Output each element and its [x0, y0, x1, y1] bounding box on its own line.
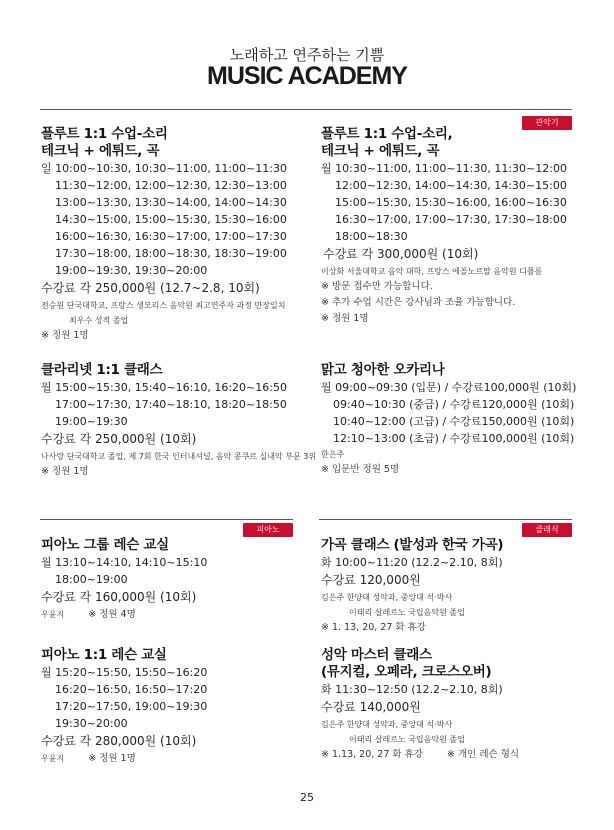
course-fee: 수강료 각 300,000원 (10회)	[323, 247, 479, 261]
section-divider-piano	[40, 519, 293, 520]
course-title: 피아노 그룹 레슨 교실	[41, 537, 169, 553]
category-tag-piano: 피아노	[243, 523, 293, 537]
course-flute-right	[321, 126, 581, 327]
category-tag-classical: 클래식	[522, 523, 572, 537]
schedule-line: 13:00~13:30, 13:30~14:00, 14:00~14:30	[55, 196, 287, 209]
schedule-line: 16:00~16:30, 16:30~17:00, 17:00~17:30	[55, 230, 287, 243]
schedule-line: 19:30~20:00	[55, 717, 128, 730]
course-title: 테크닉 + 에튀드, 곡	[321, 143, 440, 159]
schedule-line: 15:00~15:30, 15:30~16:00, 16:00~16:30	[335, 196, 567, 209]
schedule-line: 화 11:30~12:50 (12.2~2.10, 8회)	[321, 683, 503, 696]
schedule-line: 14:30~15:00, 15:00~15:30, 15:30~16:00	[55, 213, 287, 226]
course-note: ※ 방문 접수만 가능합니다.	[321, 281, 433, 292]
teacher-info: 한은주	[321, 450, 345, 459]
teacher-name: 우윤지	[41, 610, 65, 619]
schedule-line: 18:00~19:00	[55, 573, 128, 586]
schedule-line: 18:00~18:30	[335, 230, 408, 243]
schedule-line: 12:00~12:30, 14:00~14:30, 14:30~15:00	[335, 179, 567, 192]
course-flute-left	[41, 126, 311, 344]
teacher-info: 전승원 단국대학교, 프랑스 생모리스 음악원 최고연주자 과정 만장일치	[41, 301, 286, 310]
teacher-info: 나사랑 단국대학교 졸업, 제 7회 한국 인터내셔널, 음악 콩쿠르 실내악 부문 3위	[41, 452, 317, 461]
schedule-line: 12:10~13:00 (초급) / 수강료100,000원 (10회)	[333, 432, 575, 445]
schedule-line: 17:20~17:50, 19:00~19:30	[55, 700, 208, 713]
course-title: 피아노 1:1 레슨 교실	[41, 647, 167, 663]
section-divider-top	[40, 109, 572, 110]
schedule-line: 일 10:00~10:30, 10:30~11:00, 11:00~11:30	[41, 162, 287, 175]
page-subtitle: 노래하고 연주하는 기쁨	[229, 46, 385, 64]
schedule-line: 16:30~17:00, 17:00~17:30, 17:30~18:00	[335, 213, 567, 226]
course-title: 성악 마스터 클래스	[321, 647, 432, 663]
schedule-line: 09:40~10:30 (중급) / 수강료120,000원 (10회)	[333, 398, 575, 411]
course-title: (뮤지컬, 오페라, 크로스오버)	[321, 664, 492, 680]
schedule-line: 월 15:00~15:30, 15:40~16:10, 16:20~16:50	[41, 381, 287, 394]
course-note: ※ 정원 1명	[88, 753, 136, 764]
teacher-info-cont: 최우수 성적 졸업	[69, 316, 129, 325]
schedule-line: 19:00~19:30, 19:30~20:00	[55, 264, 208, 277]
schedule-line: 화 10:00~11:20 (12.2~2.10, 8회)	[321, 556, 503, 569]
course-fee: 수강료 각 280,000원 (10회)	[41, 734, 197, 748]
teacher-info: 이상화 서울대학교 음악 대학, 프랑스 에꼴노르말 음악원 디플롬	[321, 267, 543, 276]
page-title: MUSIC ACADEMY	[207, 62, 407, 90]
course-fee: 수강료 각 250,000원 (12.7~2.8, 10회)	[41, 281, 260, 295]
course-note: ※ 정원 1명	[321, 313, 369, 324]
teacher-info: 김은주 한양대 성악과, 중앙대 석·박사	[321, 720, 453, 729]
course-title: 클라리넷 1:1 클래스	[41, 362, 163, 378]
course-song	[321, 537, 581, 636]
course-piano-group	[41, 537, 301, 623]
course-clarinet	[41, 362, 317, 480]
schedule-line: 월 10:30~11:00, 11:00~11:30, 11:30~12:00	[321, 162, 567, 175]
course-note: ※ 정원 4명	[88, 609, 136, 620]
course-fee: 수강료 각 250,000원 (10회)	[41, 432, 197, 446]
schedule-line: 10:40~12:00 (고급) / 수강료150,000원 (10회)	[333, 415, 575, 428]
schedule-line: 19:00~19:30	[55, 415, 128, 428]
course-title: 플루트 1:1 수업-소리	[41, 126, 168, 142]
course-fee: 수강료 120,000원	[321, 573, 421, 587]
teacher-info-cont: 이태리 살레르노 국립음악원 졸업	[349, 735, 465, 744]
teacher-name: 우윤지	[41, 754, 65, 763]
schedule-line: 17:00~17:30, 17:40~18:10, 18:20~18:50	[55, 398, 287, 411]
teacher-info-cont: 이태리 살레르노 국립음악원 졸업	[349, 608, 465, 617]
course-title: 플루트 1:1 수업-소리,	[321, 126, 453, 142]
schedule-line: 17:30~18:00, 18:00~18:30, 18:30~19:00	[55, 247, 287, 260]
teacher-info: 김은주 한양대 성악과, 중앙대 석·박사	[321, 593, 453, 602]
course-note: ※ 정원 1명	[41, 330, 89, 341]
course-title: 맑고 청아한 오카리나	[321, 362, 445, 378]
course-piano-private	[41, 647, 301, 767]
course-note: ※ 입문반 정원 5명	[321, 464, 400, 475]
note-row	[321, 747, 581, 763]
course-note: ※ 추가 수업 시간은 강사님과 조율 가능합니다.	[321, 297, 516, 308]
schedule-line: 월 13:10~14:10, 14:10~15:10	[41, 556, 208, 569]
page-number: 25	[300, 791, 314, 804]
course-ocarina	[321, 362, 581, 478]
category-tag-winds: 관악기	[522, 116, 572, 130]
section-divider-classical	[319, 519, 572, 520]
course-note: ※ 1. 13, 20, 27 화 휴강	[321, 622, 426, 633]
schedule-line: 월 09:00~09:30 (입문) / 수강료100,000원 (10회)	[321, 381, 577, 394]
schedule-line: 11:30~12:00, 12:00~12:30, 12:30~13:00	[55, 179, 287, 192]
course-fee: 수강료 140,000원	[321, 700, 421, 714]
course-note: ※ 개인 레슨 형식	[446, 749, 520, 760]
teacher-row	[41, 751, 301, 767]
course-note: ※ 1.13, 20, 27 화 휴강	[321, 749, 423, 760]
teacher-row	[41, 607, 301, 623]
schedule-line: 월 15:20~15:50, 15:50~16:20	[41, 666, 208, 679]
course-title: 가곡 클래스 (발성과 한국 가곡)	[321, 537, 504, 553]
course-title: 테크닉 + 에튀드, 곡	[41, 143, 160, 159]
course-fee: 수강료 각 160,000원 (10회)	[41, 590, 197, 604]
course-vocal-master	[321, 647, 581, 763]
schedule-line: 16:20~16:50, 16:50~17:20	[55, 683, 208, 696]
course-note: ※ 정원 1명	[41, 466, 89, 477]
